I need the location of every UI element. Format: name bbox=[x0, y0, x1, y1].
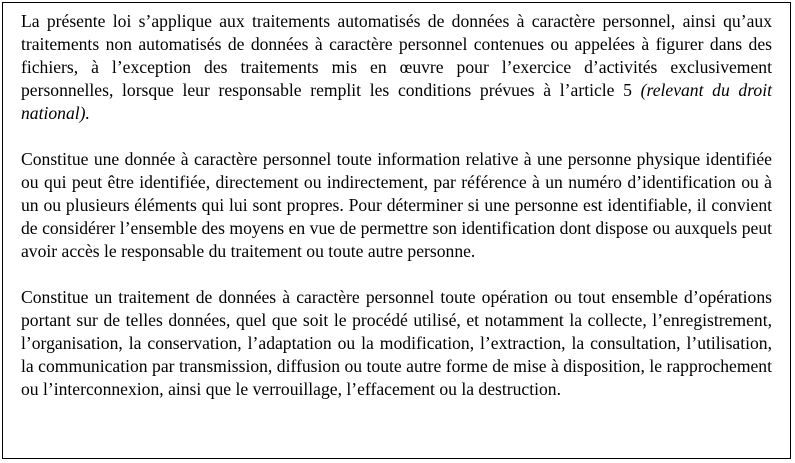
paragraph-scope bbox=[21, 10, 772, 125]
document-frame bbox=[2, 2, 791, 459]
paragraph-personal-data-definition: Constitue une donnée à caractère personnel toute information relative à une personne physique identifiée ou qui peut être identifiée, directement ou indirectement, par référence à un numéro d’identification ou à un ou plusieurs éléments qui lui sont propres. Pour déterminer si une personne est identifiable, il convient de considérer l’ensemble des moyens en vue de permettre son identification dont dispose ou auxquels peut avoir accès le responsable du traitement ou toute autre personne. bbox=[21, 149, 772, 261]
national-law-reference: (relevant du droit national). bbox=[21, 80, 772, 123]
paragraph-scope-text: La présente loi s’applique aux traitements automatisés de données à caractère personnel, ainsi qu’aux traitements non automatisés de données à caractère personnel contenues ou appelées à figurer dans des fichiers, à l’exception des traitements mis en œuvre pour l’exercice d’activités exclusivement personnelles, lorsque leur responsable remplit les conditions prévues à l’article 5 bbox=[21, 11, 772, 100]
paragraph-processing-definition: Constitue un traitement de données à caractère personnel toute opération ou tout ensemble d’opérations portant sur de telles données, quel que soit le procédé utilisé, et notamment la collecte, l’enregistrement, l’organisation, la conservation, l’adaptation ou la modification, l’extraction, la consultation, l’utilisation, la communication par transmission, diffusion ou toute autre forme de mise à disposition, le rapprochement ou l’interconnexion, ainsi que le verrouillage, l’effacement ou la destruction. bbox=[21, 287, 772, 399]
